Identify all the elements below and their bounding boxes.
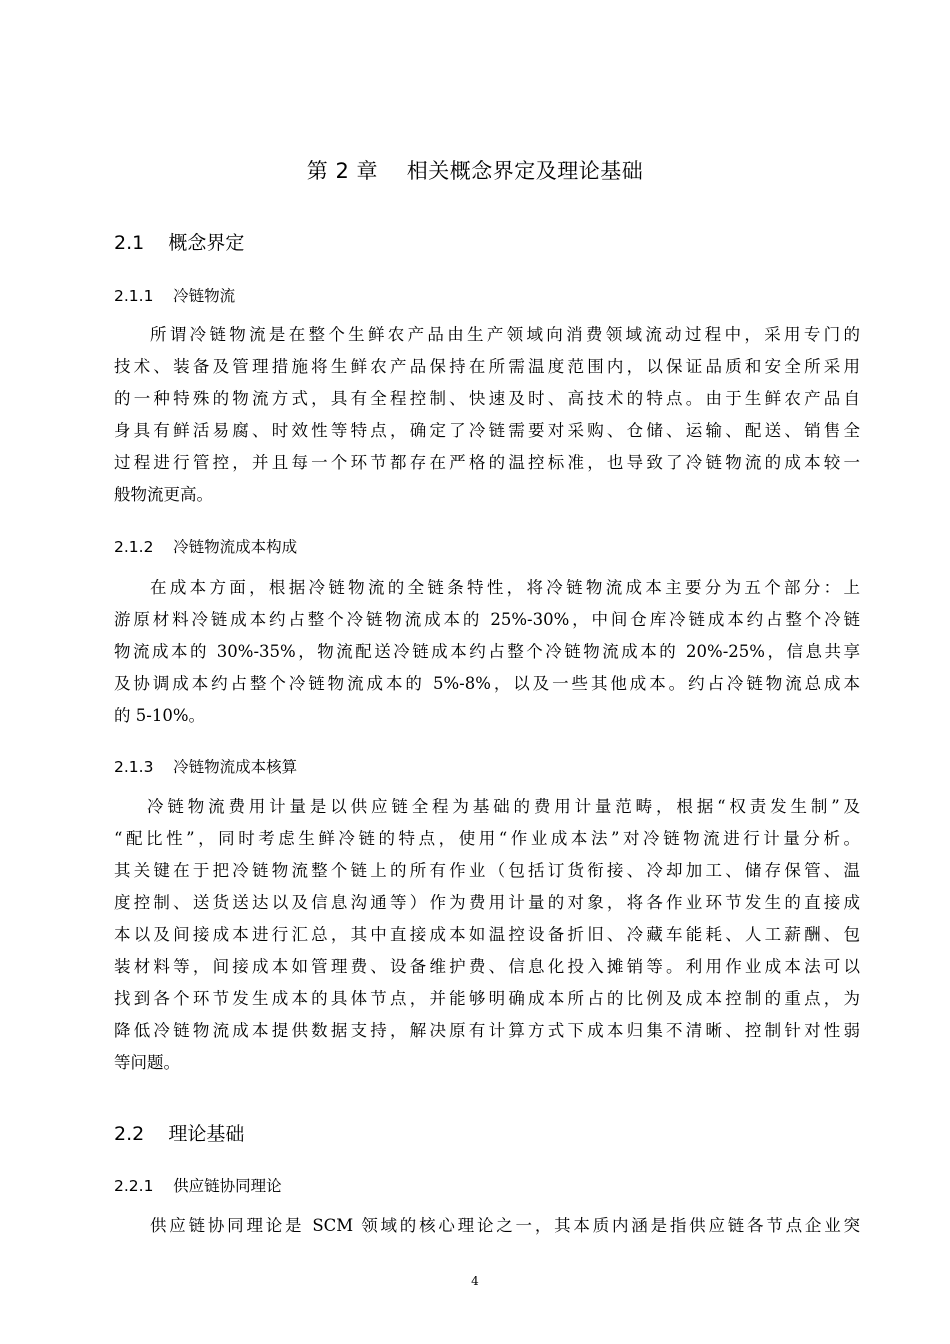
paragraph-line: 过程进行管控，并且每一个环节都存在严格的温控标准，也导致了冷链物流的成本较一 [114,453,860,472]
subsection-heading-2-1-3: 2.1.3 冷链物流成本核算 [114,758,298,776]
subsection-heading-2-1-1: 2.1.1 冷链物流 [114,287,236,305]
paragraph-line: 物流成本的 30%-35%，物流配送冷链成本约占整个冷链物流成本的 20%-25%，信息共享 [114,642,860,661]
paragraph-line: 本以及间接成本进行汇总，其中直接成本如温控设备折旧、冷藏车能耗、人工薪酬、包 [114,925,860,944]
paragraph-line: 等问题。 [114,1053,180,1072]
paragraph-line: 供应链协同理论是 SCM 领域的核心理论之一，其本质内涵是指供应链各节点企业突 [150,1216,860,1235]
paragraph-line: 的 5-10%。 [114,706,205,725]
paragraph-supply-chain-collaboration [114,1210,860,1242]
paragraph-line: 的一种特殊的物流方式，具有全程控制、快速及时、高技术的特点。由于生鲜农产品自 [114,389,860,408]
section-heading-2-2: 2.2 理论基础 [114,1123,245,1145]
subsection-heading-2-1-2: 2.1.2 冷链物流成本构成 [114,538,298,556]
paragraph-line: 度控制、送货送达以及信息沟通等）作为费用计量的对象，将各作业环节发生的直接成 [114,893,860,912]
paragraph-line: 装材料等，间接成本如管理费、设备维护费、信息化投入摊销等。利用作业成本法可以 [114,957,860,976]
paragraph-line: 技术、装备及管理措施将生鲜农产品保持在所需温度范围内，以保证品质和安全所采用 [114,357,860,376]
paragraph-line: 身具有鲜活易腐、时效性等特点，确定了冷链需要对采购、仓储、运输、配送、销售全 [114,421,860,440]
section-heading-2-1: 2.1 概念界定 [114,232,245,254]
paragraph-cold-chain-logistics [114,319,860,511]
paragraph-line: 游原材料冷链成本约占整个冷链物流成本的 25%-30%，中间仓库冷链成本约占整个冷链 [114,610,860,629]
paragraph-line: 降低冷链物流成本提供数据支持，解决原有计算方式下成本归集不清晰、控制针对性弱 [114,1021,860,1040]
paragraph-line: 所谓冷链物流是在整个生鲜农产品由生产领域向消费领域流动过程中，采用专门的 [150,325,860,344]
paragraph-cost-accounting [114,791,860,1079]
paragraph-line: 找到各个环节发生成本的具体节点，并能够明确成本所占的比例及成本控制的重点，为 [114,989,860,1008]
paragraph-line: 及协调成本约占整个冷链物流成本的 5%-8%，以及一些其他成本。约占冷链物流总成本 [114,674,860,693]
paragraph-cost-structure [114,572,860,732]
chapter-title: 第 2 章 相关概念界定及理论基础 [306,159,644,183]
paragraph-line: 般物流更高。 [114,485,213,504]
paragraph-line: 在成本方面，根据冷链物流的全链条特性，将冷链物流成本主要分为五个部分：上 [150,578,860,597]
paragraph-line: 冷链物流费用计量是以供应链全程为基础的费用计量范畴，根据“权责发生制”及 [147,797,860,816]
page-number: 4 [471,1274,479,1288]
paragraph-line: 其关键在于把冷链物流整个链上的所有作业（包括订货衔接、冷却加工、储存保管、温 [114,861,860,880]
subsection-heading-2-2-1: 2.2.1 供应链协同理论 [114,1177,282,1195]
paragraph-line: “配比性”，同时考虑生鲜冷链的特点，使用“作业成本法”对冷链物流进行计量分析。 [114,829,860,848]
